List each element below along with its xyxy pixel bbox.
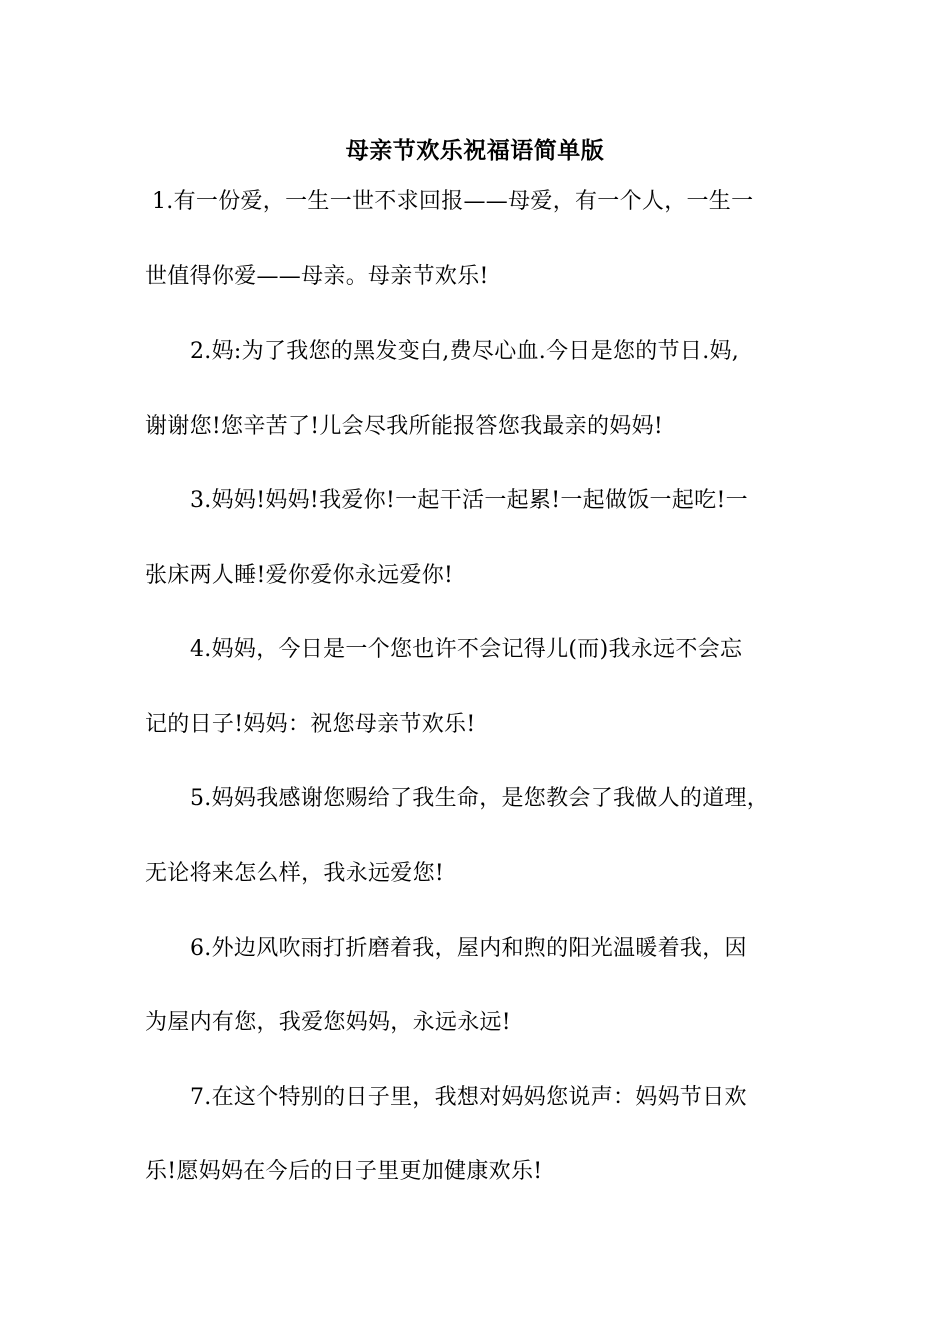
paragraph-4-line-2: 记的日子!妈妈：祝您母亲节欢乐! <box>145 712 476 737</box>
paragraph-2-line-1: 2.妈:为了我您的黑发变白,费尽心血.今日是您的节日.妈, <box>190 339 740 364</box>
paragraph-7-line-2: 乐!愿妈妈在今后的日子里更加健康欢乐! <box>145 1159 543 1184</box>
paragraph-2-line-2: 谢谢您!您辛苦了!儿会尽我所能报答您我最亲的妈妈! <box>145 414 664 439</box>
paragraph-6-line-2: 为屋内有您，我爱您妈妈，永远永远! <box>145 1010 511 1035</box>
paragraph-3-line-1: 3.妈妈!妈妈!我爱你!一起干活一起累!一起做饭一起吃!一 <box>190 488 748 513</box>
paragraph-3-line-2: 张床两人睡!爱你爱你永远爱你! <box>145 563 454 588</box>
paragraph-4-line-1: 4.妈妈，今日是一个您也许不会记得儿(而)我永远不会忘 <box>190 637 743 662</box>
paragraph-1-line-2: 世值得你爱——母亲。母亲节欢乐! <box>145 264 489 289</box>
paragraph-6-line-1: 6.外边风吹雨打折磨着我，屋内和煦的阳光温暖着我，因 <box>190 936 747 961</box>
paragraph-5-line-2: 无论将来怎么样，我永远爱您! <box>145 861 445 886</box>
paragraph-1-line-1: 1.有一份爱，一生一世不求回报——母爱，有一个人，一生一 <box>152 189 754 214</box>
paragraph-5-line-1: 5.妈妈我感谢您赐给了我生命，是您教会了我做人的道理， <box>190 786 770 811</box>
document-title: 母亲节欢乐祝福语简单版 <box>345 137 605 164</box>
paragraph-7-line-1: 7.在这个特别的日子里，我想对妈妈您说声：妈妈节日欢 <box>190 1085 747 1110</box>
